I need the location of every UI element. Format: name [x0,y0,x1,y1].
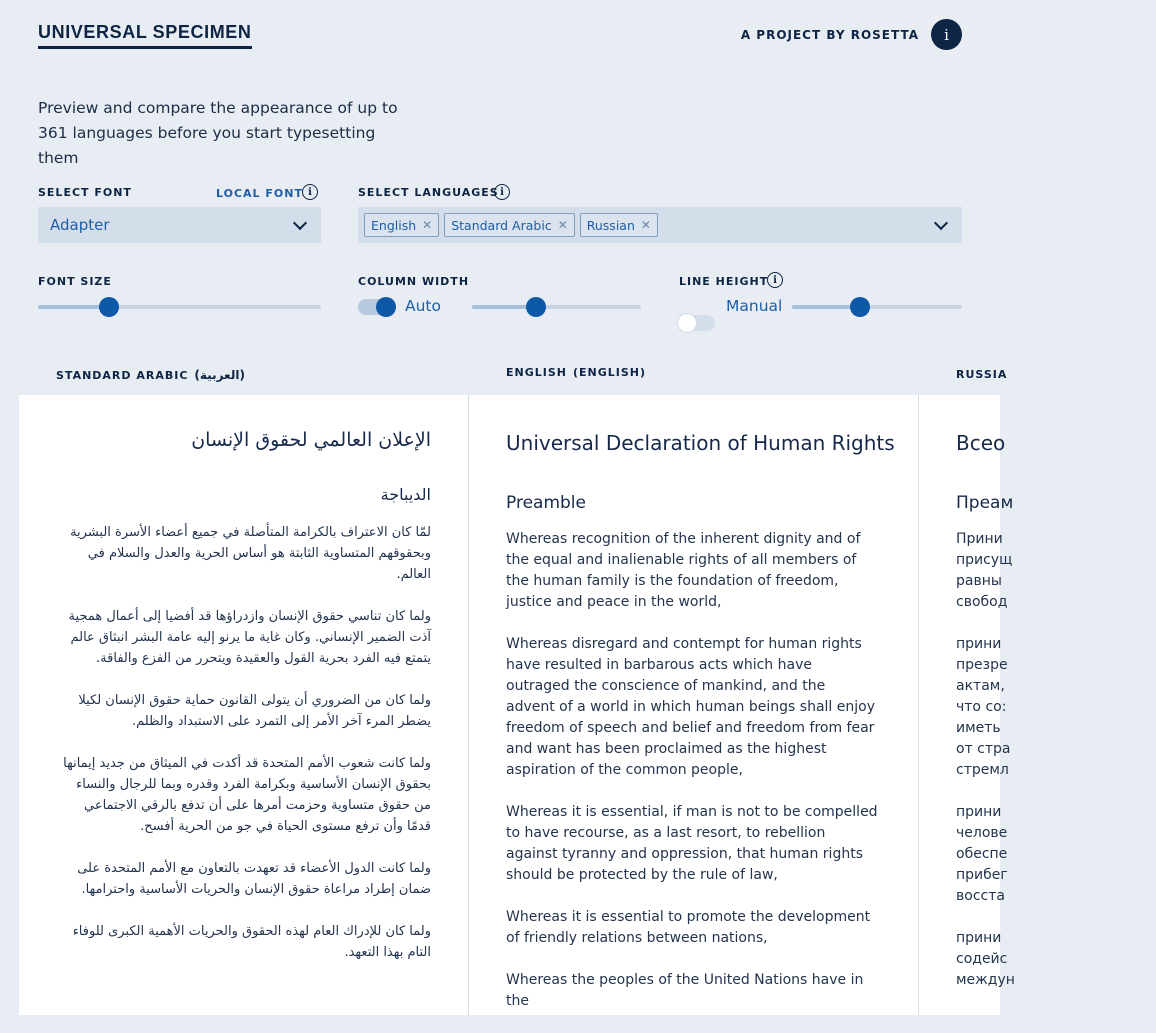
paragraph-line: прини [956,804,1002,820]
close-icon[interactable]: ✕ [422,218,433,232]
local-font-link[interactable]: LOCAL FONT [216,187,303,200]
line-height-slider-thumb[interactable] [850,297,870,317]
paragraph: ولما كانت شعوب الأمم المتحدة قد أكدت في الميثاق من جديد إيمانها بحقوق الإنسان الأساسية وبكرامة الفرد وقدره وبما للرجال والنساء من حقوق متساوية وحزمت أمرها على أن تدفع بالرقي الاجتماعي قدمًا وأن ترفع مستوى الحياة في جو من الحرية أفسح. [63,756,431,834]
paragraph-line: стремл [956,762,1009,778]
column-header-russian [956,368,1007,381]
paragraph-line: челове [956,825,1008,841]
document-subtitle: الديباجة [380,485,431,504]
column-language-name: RUSSIA [956,368,1008,381]
line-height-toggle-label[interactable]: Manual [726,297,783,315]
paragraph-line: содейс [956,951,1008,967]
column-width-slider-thumb[interactable] [526,297,546,317]
font-select-value: Adapter [50,216,110,234]
column-language-native: (العربية) [194,368,245,382]
select-font-label: SELECT FONT [38,186,132,199]
language-tag-russian [580,213,658,237]
column-width-toggle[interactable] [358,299,394,315]
document-title: Universal Declaration of Human Rights [506,431,895,455]
column-width-slider[interactable] [472,305,641,309]
paragraph: Whereas disregard and contempt for human rights have resulted in barbarous acts which have outraged the conscience of mankind, and the advent of a world in which human beings shall enjoy freedom of speech and belief and freedom from fear and want has been proclaimed as the highest aspiration of the common people, [506,636,875,778]
languages-info-icon[interactable]: i [494,184,510,200]
font-size-label: FONT SIZE [38,275,112,288]
document-title: الإعلان العالمي لحقوق الإنسان [191,429,431,451]
paragraph: ولما كانت الدول الأعضاء قد تعهدت بالتعاون مع الأمم المتحدة على ضمان إطراد مراعاة حقوق الإنسان والحريات الأساسية واحترامها. [77,861,431,897]
document-subtitle: Преам [956,493,1014,513]
paragraph-list [59,522,431,963]
paragraph-line: прибег [956,867,1008,883]
paragraph: لمّا كان الاعتراف بالكرامة المتأصلة في جميع أعضاء الأسرة البشرية وبحقوقهم المتساوية الثابتة هو أساس الحرية والعدل والسلام في العالم. [70,525,431,582]
font-select[interactable] [38,207,321,243]
paragraph: Whereas it is essential to promote the development of friendly relations between nations, [506,909,871,946]
line-height-slider[interactable] [792,305,962,309]
column-language-native: (ENGLISH) [572,366,647,379]
paragraph: ولما كان تناسي حقوق الإنسان وازدراؤها قد أفضيا إلى أعمال همجية آذت الضمير الإنساني. وكان غاية ما يرنو إليه عامة البشر انبثاق عالم يتمتع فيه الفرد بحرية القول والعقيدة ويتحرر من الفزع والفاقة. [68,609,431,666]
local-font-info-icon[interactable]: i [302,184,318,200]
paragraph-list [506,529,878,1012]
language-tag-label: English [371,217,417,233]
paragraph: ولما كان للإدراك العام لهذه الحقوق والحريات الأهمية الكبرى للوفاء التام بهذا التعهد. [72,924,431,960]
language-tag-label: Standard Arabic [451,217,552,233]
specimen-column-arabic [19,395,469,1015]
font-size-slider[interactable] [38,305,321,309]
paragraph-line: прини [956,930,1002,946]
document-title: Всео [956,431,1006,455]
chevron-down-icon [293,215,307,229]
chevron-down-icon [934,215,948,229]
paragraph-line [956,613,1156,634]
column-language-name: STANDARD ARABIC [56,368,189,382]
paragraph-line: междун [956,972,1015,988]
paragraph-line: что со: [956,699,1007,715]
languages-select[interactable] [358,207,962,243]
language-tag-english [364,213,439,237]
paragraph-line: восста [956,888,1005,904]
toggle-knob [677,313,697,333]
column-language-name: ENGLISH [506,366,567,379]
paragraph-list [956,529,1156,991]
close-icon[interactable]: ✕ [557,218,568,232]
line-height-info-icon[interactable]: i [767,272,783,288]
paragraph: Whereas recognition of the inherent dignity and of the equal and inalienable rights of all members of the human family is the foundation of freedom, justice and peace in the world, [506,531,861,610]
toggle-knob [376,297,396,317]
paragraph-line [956,907,1156,928]
paragraph-line [956,781,1156,802]
font-size-slider-thumb[interactable] [99,297,119,317]
specimen-column-english [469,395,919,1015]
paragraph-line: присущ [956,552,1013,568]
language-tag-label: Russian [586,217,635,233]
paragraph-line: Прини [956,531,1003,547]
line-height-toggle[interactable] [679,315,715,331]
info-glyph: i [944,25,949,44]
info-icon[interactable] [931,19,962,50]
document-subtitle: Preamble [506,493,586,513]
select-languages-label: SELECT LANGUAGES [358,186,499,199]
paragraph: Whereas it is essential, if man is not to be compelled to have recourse, as a last resort, to rebellion against tyranny and oppression, that human rights should be protected by the rule of law, [506,804,878,883]
paragraph-line: равны [956,573,1002,589]
app-logo[interactable]: UNIVERSAL SPECIMEN [38,22,252,49]
column-header-english [506,366,646,379]
close-icon[interactable]: ✕ [640,218,651,232]
paragraph-line: от стра [956,741,1011,757]
project-credit-link[interactable]: A PROJECT BY ROSETTA [740,28,919,42]
paragraph-line: актам, [956,678,1005,694]
language-tag-standard-arabic [444,213,575,237]
paragraph-line: презре [956,657,1008,673]
column-header-arabic [56,368,245,382]
paragraph-line: обеспе [956,846,1008,862]
intro-text: Preview and compare the appearance of up to 361 languages before you start typesetting them [38,99,398,167]
column-width-label: COLUMN WIDTH [358,275,470,288]
paragraph-line: прини [956,636,1002,652]
paragraph: ولما كان من الضروري أن يتولى القانون حماية حقوق الإنسان لكيلا يضطر المرء آخر الأمر إلى التمرد على الاستبداد والظلم. [78,693,431,729]
paragraph-line: свобод [956,594,1008,610]
specimen-column-russian [919,395,1015,1015]
paragraph-line: иметь [956,720,1001,736]
paragraph: Whereas the peoples of the United Nations have in the [506,972,864,1009]
column-width-toggle-label[interactable]: Auto [405,297,441,315]
line-height-label: LINE HEIGHT [679,275,769,288]
